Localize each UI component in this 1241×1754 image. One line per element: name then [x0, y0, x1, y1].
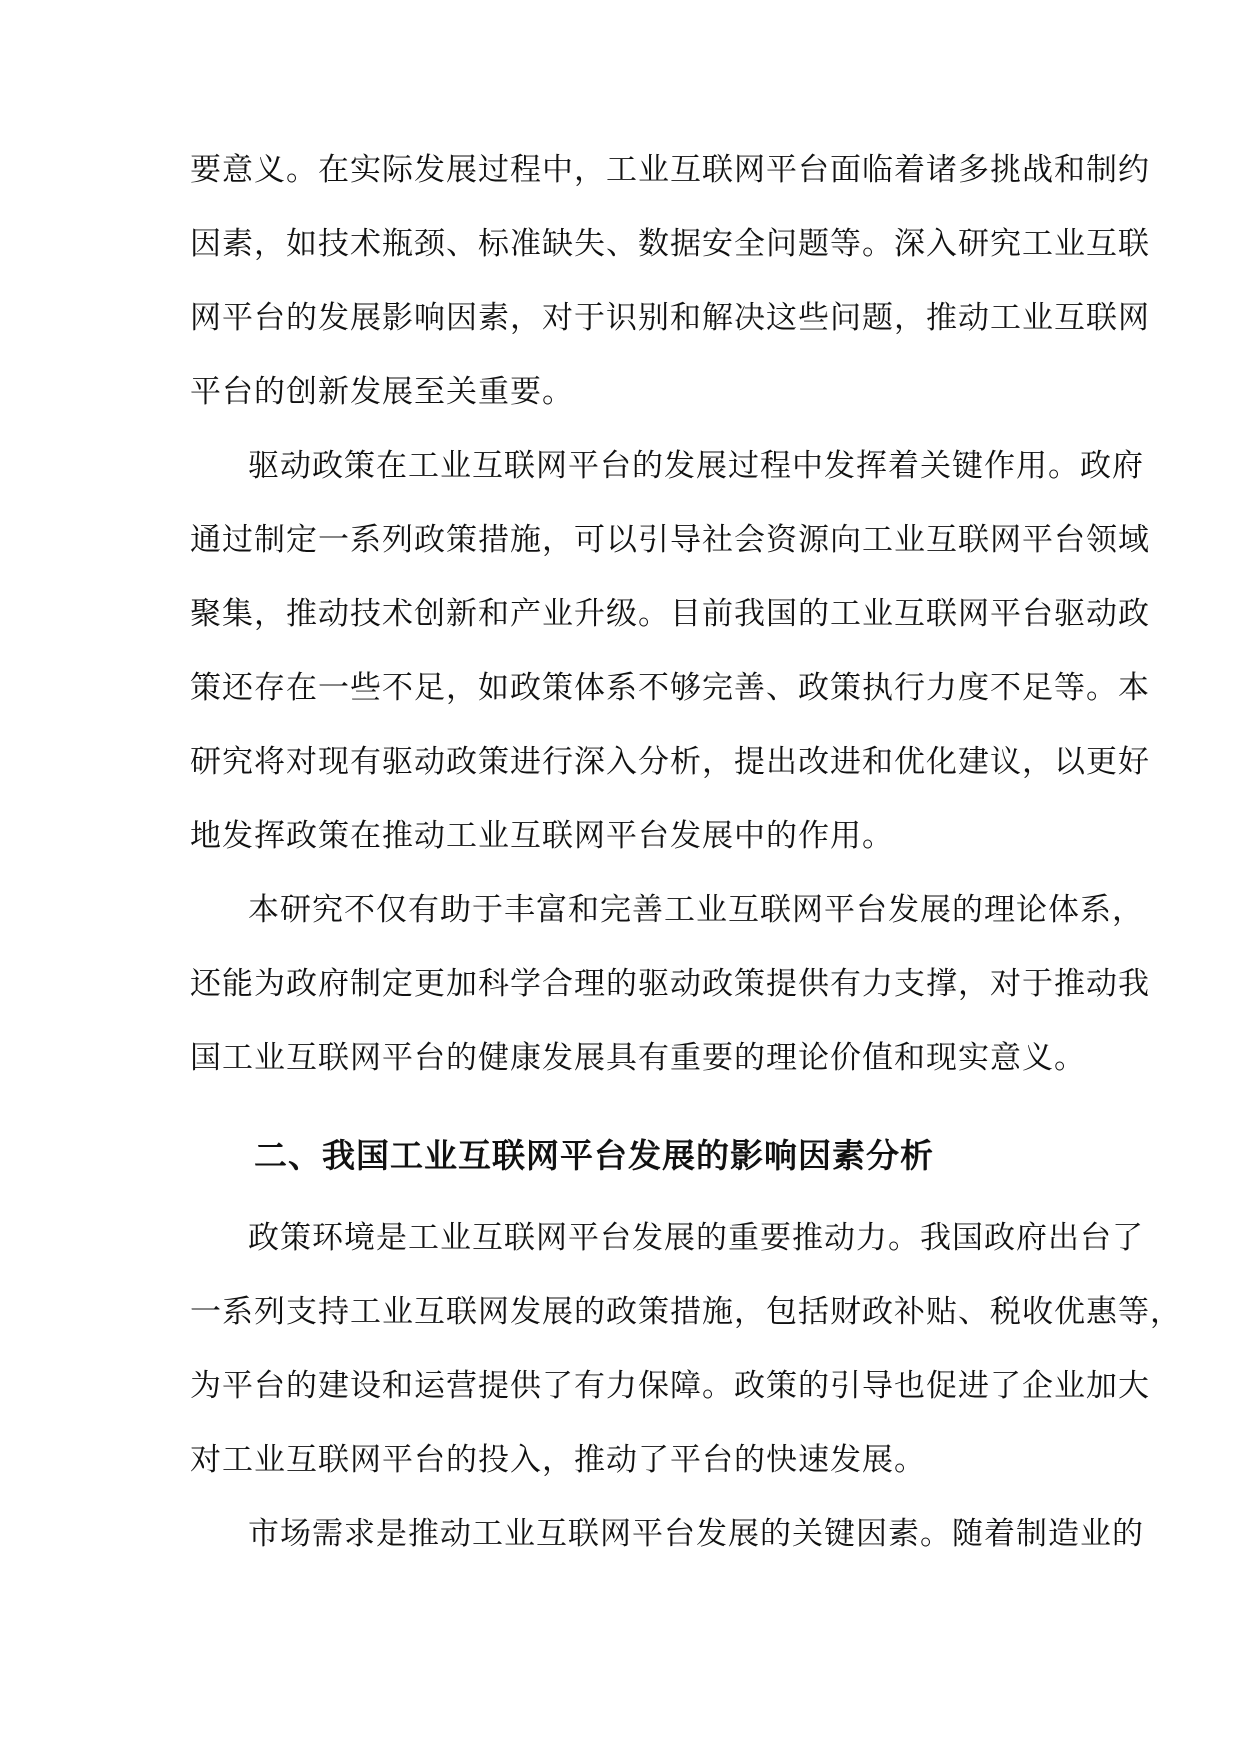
paragraph-2-line-6: 地发挥政策在推动工业互联网平台发展中的作用。: [190, 818, 894, 854]
section-paragraph-2-line-1: 市场需求是推动工业互联网平台发展的关键因素。随着制造业的: [248, 1516, 1144, 1552]
section-paragraph-1-line-1: 政策环境是工业互联网平台发展的重要推动力。我国政府出台了: [248, 1220, 1144, 1256]
paragraph-1-line-4: 平台的创新发展至关重要。: [190, 374, 574, 410]
paragraph-1-line-1: 要意义。在实际发展过程中，工业互联网平台面临着诸多挑战和制约: [190, 152, 1150, 188]
paragraph-3-line-2: 还能为政府制定更加科学合理的驱动政策提供有力支撑，对于推动我: [190, 966, 1150, 1002]
paragraph-3-line-1: 本研究不仅有助于丰富和完善工业互联网平台发展的理论体系，: [248, 892, 1144, 928]
section-heading: 二、我国工业互联网平台发展的影响因素分析: [254, 1136, 934, 1175]
paragraph-2-line-1: 驱动政策在工业互联网平台的发展过程中发挥着关键作用。政府: [248, 448, 1144, 484]
paragraph-1-line-3: 网平台的发展影响因素，对于识别和解决这些问题，推动工业互联网: [190, 300, 1150, 336]
section-paragraph-1-line-3: 为平台的建设和运营提供了有力保障。政策的引导也促进了企业加大: [190, 1368, 1150, 1404]
paragraph-2-line-4: 策还存在一些不足，如政策体系不够完善、政策执行力度不足等。本: [190, 670, 1150, 706]
section-paragraph-1-line-4: 对工业互联网平台的投入，推动了平台的快速发展。: [190, 1442, 926, 1478]
section-paragraph-1-line-2: 一系列支持工业互联网发展的政策措施，包括财政补贴、税收优惠等，: [190, 1294, 1182, 1330]
paragraph-3-line-3: 国工业互联网平台的健康发展具有重要的理论价值和现实意义。: [190, 1040, 1086, 1076]
paragraph-2-line-3: 聚集，推动技术创新和产业升级。目前我国的工业互联网平台驱动政: [190, 596, 1150, 632]
paragraph-2-line-5: 研究将对现有驱动政策进行深入分析，提出改进和优化建议，以更好: [190, 744, 1150, 780]
paragraph-1-line-2: 因素，如技术瓶颈、标准缺失、数据安全问题等。深入研究工业互联: [190, 226, 1150, 262]
paragraph-2-line-2: 通过制定一系列政策措施，可以引导社会资源向工业互联网平台领域: [190, 522, 1150, 558]
